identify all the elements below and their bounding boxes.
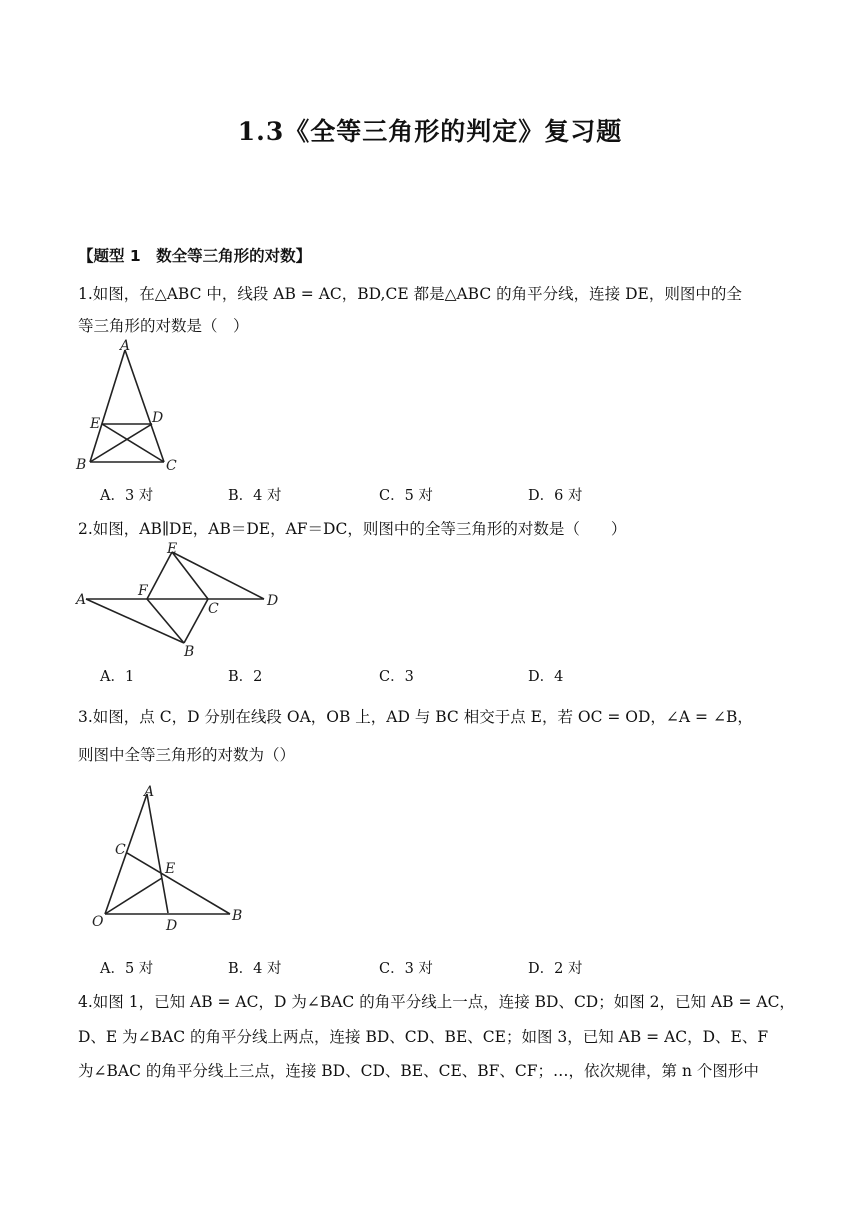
question-4-line-3: 为∠BAC 的角平分线上三点，连接 BD、CD、BE、CE、BF、CF；…，依次规律，第 n 个图形中 (78, 1062, 759, 1080)
vertex-label-d: D (267, 593, 279, 609)
vertex-label-e: E (165, 861, 176, 877)
page-title: 1.3《全等三角形的判定》复习题 (237, 117, 623, 146)
vertex-label-e: E (90, 416, 101, 432)
question-1-option-c[interactable]: C．5 对 (379, 488, 433, 504)
vertex-label-a: A (120, 338, 131, 354)
question-3-figure (88, 778, 258, 938)
question-2-option-c[interactable]: C．3 (379, 669, 414, 685)
question-1-figure (70, 338, 200, 478)
question-3-line-2: 则图中全等三角形的对数为（） (78, 746, 296, 764)
vertex-label-c: C (208, 601, 219, 617)
section-heading: 【题型 1 数全等三角形的对数】 (78, 247, 312, 265)
question-4-line-2: D、E 为∠BAC 的角平分线上两点，连接 BD、CD、BE、CE；如图 3，已知 AB = AC，D、E、F (78, 1028, 769, 1046)
question-2-option-b[interactable]: B．2 (228, 669, 263, 685)
vertex-label-b: B (76, 457, 87, 473)
question-1-option-b[interactable]: B．4 对 (228, 488, 282, 504)
vertex-label-f: F (138, 583, 148, 599)
question-1-option-a[interactable]: A．3 对 (100, 488, 154, 504)
vertex-label-a: A (76, 592, 87, 608)
question-1-line-2: 等三角形的对数是（ ） (78, 317, 249, 335)
vertex-label-d: D (166, 918, 178, 934)
question-3-line-1: 3.如图，点 C，D 分别在线段 OA，OB 上，AD 与 BC 相交于点 E，若 OC = OD，∠A = ∠B， (78, 708, 753, 726)
vertex-label-d: D (152, 410, 164, 426)
question-1-line-1: 1.如图，在△ABC 中，线段 AB = AC，BD,CE 都是△ABC 的角平分线，连接 DE，则图中的全 (78, 285, 742, 303)
question-3-option-c[interactable]: C．3 对 (379, 961, 433, 977)
question-2-line-1: 2.如图，AB∥DE，AB＝DE，AF＝DC，则图中的全等三角形的对数是（ ） (78, 520, 627, 538)
question-3-option-a[interactable]: A．5 对 (100, 961, 154, 977)
question-2-figure (74, 540, 284, 660)
vertex-label-c: C (166, 458, 177, 474)
vertex-label-c: C (115, 842, 126, 858)
vertex-label-a: A (144, 784, 155, 800)
question-3-option-b[interactable]: B．4 对 (228, 961, 282, 977)
vertex-label-o: O (92, 914, 104, 930)
question-3-option-d[interactable]: D．2 对 (528, 961, 583, 977)
vertex-label-b: B (184, 644, 195, 660)
question-2-option-d[interactable]: D．4 (528, 669, 564, 685)
question-4-line-1: 4.如图 1，已知 AB = AC，D 为∠BAC 的角平分线上一点，连接 BD、CD；如图 2，已知 AB = AC， (78, 993, 795, 1011)
vertex-label-e: E (167, 541, 178, 557)
vertex-label-b: B (232, 908, 243, 924)
question-2-option-a[interactable]: A．1 (100, 669, 135, 685)
question-1-option-d[interactable]: D．6 对 (528, 488, 583, 504)
